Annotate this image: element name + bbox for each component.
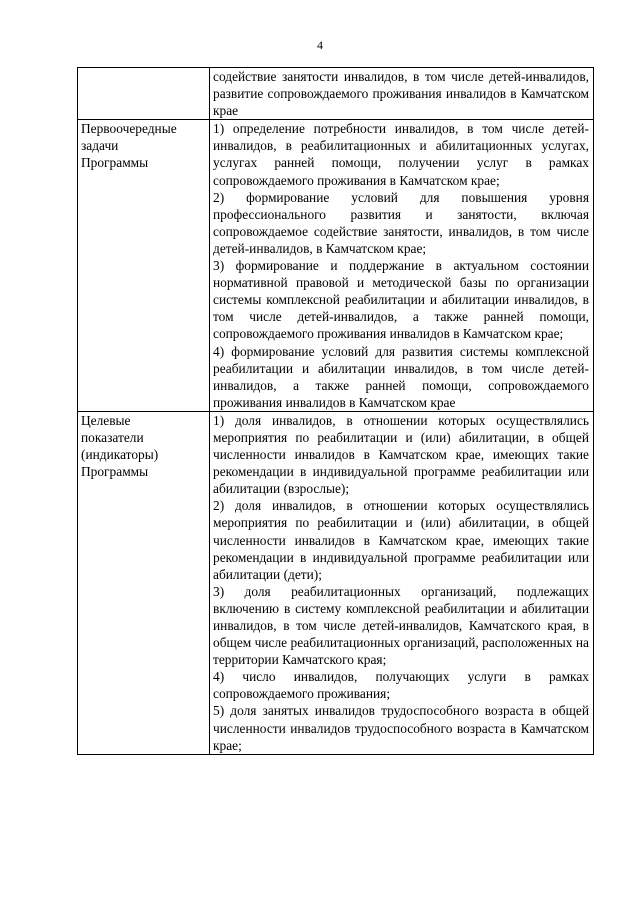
content-paragraph: 4) формирование условий для развития системы комплексной реабилитации и абилитации инвалидов, в том числе детей-инвалидов, а также ранней помощи, сопровождаемого проживания инвалидов в Камчатском крае <box>213 343 589 410</box>
content-paragraph: 1) доля инвалидов, в отношении которых осуществлялись мероприятия по реабилитации и (или) абилитации, в общей численности инвалидов в Камчатском крае, имеющих такие рекомендации в индивидуальной программе реабилитации или абилитации (взрослые); <box>213 412 589 497</box>
row-label-line: (индикаторы) <box>81 447 159 463</box>
row-label-line: показатели <box>81 429 144 445</box>
row-label-line: Программы <box>81 155 149 171</box>
content-paragraph: 1) определение потребности инвалидов, в том числе детей-инвалидов, в реабилитационных и абилитационных услугах, услугах ранней помощи, получении услуг в рамках сопровождаемого проживания в Камчатском крае; <box>213 121 589 188</box>
content-paragraph: 5) доля занятых инвалидов трудоспособного возраста в общей численности инвалидов трудоспособного возраста в Камчатском крае; <box>213 703 589 753</box>
row-label-line: Первоочередные <box>81 121 177 137</box>
content-paragraph: 3) формирование и поддержание в актуальном состоянии нормативной правовой и методической базы по организации системы комплексной реабилитации и абилитации инвалидов, в том числе детей-инвалидов, а также ранней помощи, сопровождаемого проживания инвалидов в Камчатском крае; <box>213 258 589 342</box>
row-label-line: Программы <box>81 464 149 480</box>
content-paragraph: 2) формирование условий для повышения уровня профессионального развития и занятости, включая сопровождаемое содействие занятости, инвалидов, в том числе детей-инвалидов, в Камчатском крае; <box>213 189 589 256</box>
row-label <box>78 411 210 754</box>
row-content <box>210 411 594 754</box>
table-row-target-indicators <box>78 411 594 754</box>
row-content <box>210 120 594 412</box>
row-label <box>78 120 210 412</box>
table-row-priority-tasks <box>78 120 594 412</box>
page-number: 4 <box>317 38 323 52</box>
row-label-line: задачи <box>81 138 119 154</box>
content-paragraph: 4) число инвалидов, получающих услуги в рамках сопровождаемого проживания; <box>213 669 589 702</box>
row-label-empty <box>78 68 210 120</box>
content-paragraph: 3) доля реабилитационных организаций, подлежащих включению в систему комплексной реабилитации и абилитации инвалидов, в том числе детей-инвалидов, Камчатского края, в общем числе реабилитационных организаций, расположенных на территории Камчатского края; <box>213 583 589 668</box>
content-paragraph: 2) доля инвалидов, в отношении которых осуществлялись мероприятия по реабилитации и (или) абилитации, в общей численности инвалидов в Камчатском крае, имеющих такие рекомендации в индивидуальной программе реабилитации или абилитации (дети); <box>213 498 589 582</box>
table-row-continuation <box>78 68 594 120</box>
program-passport-table <box>77 67 594 755</box>
row-content <box>210 68 594 120</box>
row-label-line: Целевые <box>81 412 131 428</box>
content-paragraph: содействие занятости инвалидов, в том числе детей-инвалидов, развитие сопровождаемого проживания инвалидов в Камчатском крае <box>213 69 589 119</box>
